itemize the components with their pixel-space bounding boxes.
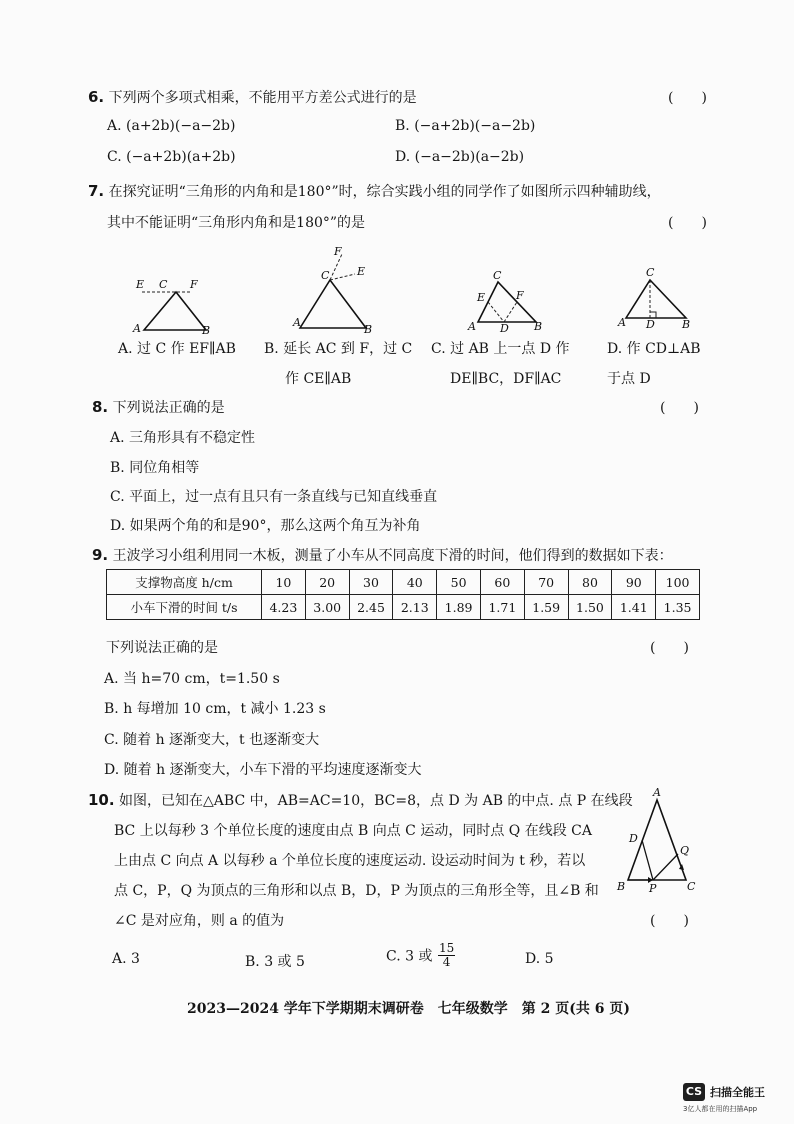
q7-stem-line2: 其中不能证明“三角形内角和是180°”的是 <box>107 215 366 231</box>
q10-option-a: A. 3 <box>112 951 140 967</box>
table-cell: 80 <box>568 570 612 595</box>
q8-option-b: B. 同位角相等 <box>110 460 200 476</box>
fig-a-label-e: E <box>136 278 145 291</box>
q7-figure-c <box>466 268 551 336</box>
q6-option-b: B. (−a+2b)(−a−2b) <box>395 118 536 134</box>
table-cell: 100 <box>656 570 700 595</box>
fig-b-label-e: E <box>357 265 366 278</box>
fig-d-label-a: A <box>618 316 626 329</box>
q8-option-c: C. 平面上，过一点有且只有一条直线与已知直线垂直 <box>110 489 438 505</box>
fig-a-label-b: B <box>202 324 211 336</box>
fig-c-label-f: F <box>516 289 524 302</box>
table-row <box>107 570 700 595</box>
q9-option-d: D. 随着 h 逐渐变大，小车下滑的平均速度逐渐变大 <box>104 762 422 778</box>
q10-number: 10. <box>88 791 115 809</box>
fig-c-label-b: B <box>534 320 543 333</box>
q10-option-d: D. 5 <box>525 951 554 967</box>
q9-option-c: C. 随着 h 逐渐变大，t 也逐渐变大 <box>104 732 320 748</box>
q10-line1: 如图，已知在△ABC 中，AB=AC=10，BC=8，点 D 为 AB 的中点. 点 P 在线段 <box>119 793 633 809</box>
table-cell: 60 <box>480 570 524 595</box>
q7-option-c-line1: C. 过 AB 上一点 D 作 <box>431 341 570 357</box>
q10-line5: ∠C 是对应角，则 a 的值为 <box>114 913 285 929</box>
fig-c-label-a: A <box>468 320 476 333</box>
q6-option-d: D. (−a−2b)(a−2b) <box>395 149 525 165</box>
q6-stem: 下列两个多项式相乘，不能用平方差公式进行的是 <box>108 90 417 106</box>
table-cell: 70 <box>524 570 568 595</box>
q7-figure-d <box>614 264 699 334</box>
q6-block <box>88 87 417 107</box>
q8-option-a: A. 三角形具有不稳定性 <box>110 430 256 446</box>
q9-question: 下列说法正确的是 <box>106 640 218 656</box>
fraction-denominator: 4 <box>442 955 451 969</box>
fig-d-label-c: C <box>646 266 655 279</box>
q10-block <box>88 790 633 810</box>
table-row <box>107 595 700 620</box>
q8-answer-paren: ( ) <box>660 400 699 416</box>
fraction-numerator: 15 <box>438 941 455 955</box>
fig-a-label-c: C <box>159 278 168 291</box>
watermark-tagline: 3亿人都在用的扫描App <box>683 1105 758 1113</box>
q10-line3: 上由点 C 向点 A 以每秒 a 个单位长度的速度运动. 设运动时间为 t 秒，若以 <box>114 853 586 869</box>
fig10-label-a: A <box>653 786 661 799</box>
q7-option-a: A. 过 C 作 EF∥AB <box>118 341 236 357</box>
table-cell: 10 <box>262 570 306 595</box>
q10-answer-paren: ( ) <box>650 913 689 929</box>
q10-figure <box>612 784 704 896</box>
q7-option-b-line1: B. 延长 AC 到 F，过 C <box>264 341 413 357</box>
q7-block <box>88 181 661 201</box>
fig-b-label-a: A <box>293 316 301 329</box>
q7-figure-a <box>130 272 220 336</box>
fig10-label-b: B <box>617 880 626 893</box>
table-cell: 4.23 <box>262 595 306 620</box>
fig10-label-p: P <box>649 882 657 895</box>
page-footer: 2023—2024 学年下学期期末调研卷 七年级数学 第 2 页(共 6 页) <box>187 1001 631 1017</box>
table-cell: 50 <box>437 570 481 595</box>
q9-option-a: A. 当 h=70 cm，t=1.50 s <box>104 671 280 687</box>
fig-c-label-e: E <box>477 291 486 304</box>
q9-option-b: B. h 每增加 10 cm，t 减小 1.23 s <box>104 701 326 717</box>
fig10-label-d: D <box>629 832 638 845</box>
q7-figure-b <box>290 242 385 338</box>
table-row-header: 小车下滑的时间 t/s <box>107 595 262 620</box>
table-cell: 1.50 <box>568 595 612 620</box>
q10-option-c <box>386 942 456 969</box>
q9-answer-paren: ( ) <box>650 640 689 656</box>
q6-answer-paren: ( ) <box>668 90 707 106</box>
q7-option-d-line2: 于点 D <box>607 371 651 387</box>
q10-option-c-prefix: C. 3 或 <box>386 948 433 965</box>
q10-line2: BC 上以每秒 3 个单位长度的速度由点 B 向点 C 运动，同时点 Q 在线段 CA <box>114 823 592 839</box>
fig10-label-q: Q <box>680 844 690 857</box>
q8-stem: 下列说法正确的是 <box>112 400 225 416</box>
q8-number: 8. <box>92 398 109 416</box>
q7-stem-line1: 在探究证明“三角形的内角和是180°”时，综合实践小组的同学作了如图所示四种辅助线， <box>108 184 661 200</box>
q9-stem: 王波学习小组利用同一木板，测量了小车从不同高度下滑的时间，他们得到的数据如下表： <box>112 548 673 564</box>
q10-option-c-fraction <box>438 942 455 969</box>
table-cell: 40 <box>393 570 437 595</box>
table-row-header: 支撑物高度 h/cm <box>107 570 262 595</box>
table-cell: 1.35 <box>656 595 700 620</box>
fig-a-label-f: F <box>190 278 198 291</box>
table-cell: 1.59 <box>524 595 568 620</box>
camscanner-logo-icon: CS <box>683 1083 705 1101</box>
fig10-label-c: C <box>687 880 696 893</box>
q7-answer-paren: ( ) <box>668 215 707 231</box>
q9-block <box>92 545 673 565</box>
q6-option-a: A. (a+2b)(−a−2b) <box>107 118 236 134</box>
table-cell: 3.00 <box>305 595 349 620</box>
fig-b-label-b: B <box>364 323 373 336</box>
q7-option-c-line2: DE∥BC，DF∥AC <box>450 371 562 387</box>
table-cell: 2.13 <box>393 595 437 620</box>
q6-number: 6. <box>88 88 105 106</box>
fig-d-label-d: D <box>646 318 655 331</box>
fig-d-label-b: B <box>682 318 691 331</box>
q8-option-d: D. 如果两个角的和是90°，那么这两个角互为补角 <box>110 518 421 534</box>
table-cell: 30 <box>349 570 393 595</box>
table-cell: 1.41 <box>612 595 656 620</box>
fig-c-label-c: C <box>493 269 502 282</box>
table-cell: 1.89 <box>437 595 481 620</box>
fig-c-label-d: D <box>500 322 509 335</box>
q9-number: 9. <box>92 546 109 564</box>
fig-b-label-f: F <box>334 245 342 258</box>
fig-a-label-a: A <box>133 322 141 335</box>
q9-data-table <box>106 569 700 620</box>
q7-option-d-line1: D. 作 CD⊥AB <box>607 341 701 357</box>
watermark-name: 扫描全能王 <box>710 1086 765 1099</box>
q10-option-b: B. 3 或 5 <box>245 954 305 970</box>
fig-b-label-c: C <box>321 269 330 282</box>
q6-option-c: C. (−a+2b)(a+2b) <box>107 149 236 165</box>
q10-line4: 点 C，P，Q 为顶点的三角形和以点 B，D，P 为顶点的三角形全等，且∠B 和 <box>114 883 599 899</box>
table-cell: 2.45 <box>349 595 393 620</box>
table-cell: 90 <box>612 570 656 595</box>
q8-block <box>92 397 225 417</box>
q7-number: 7. <box>88 182 105 200</box>
table-cell: 20 <box>305 570 349 595</box>
table-cell: 1.71 <box>480 595 524 620</box>
q7-option-b-line2: 作 CE∥AB <box>285 371 352 387</box>
